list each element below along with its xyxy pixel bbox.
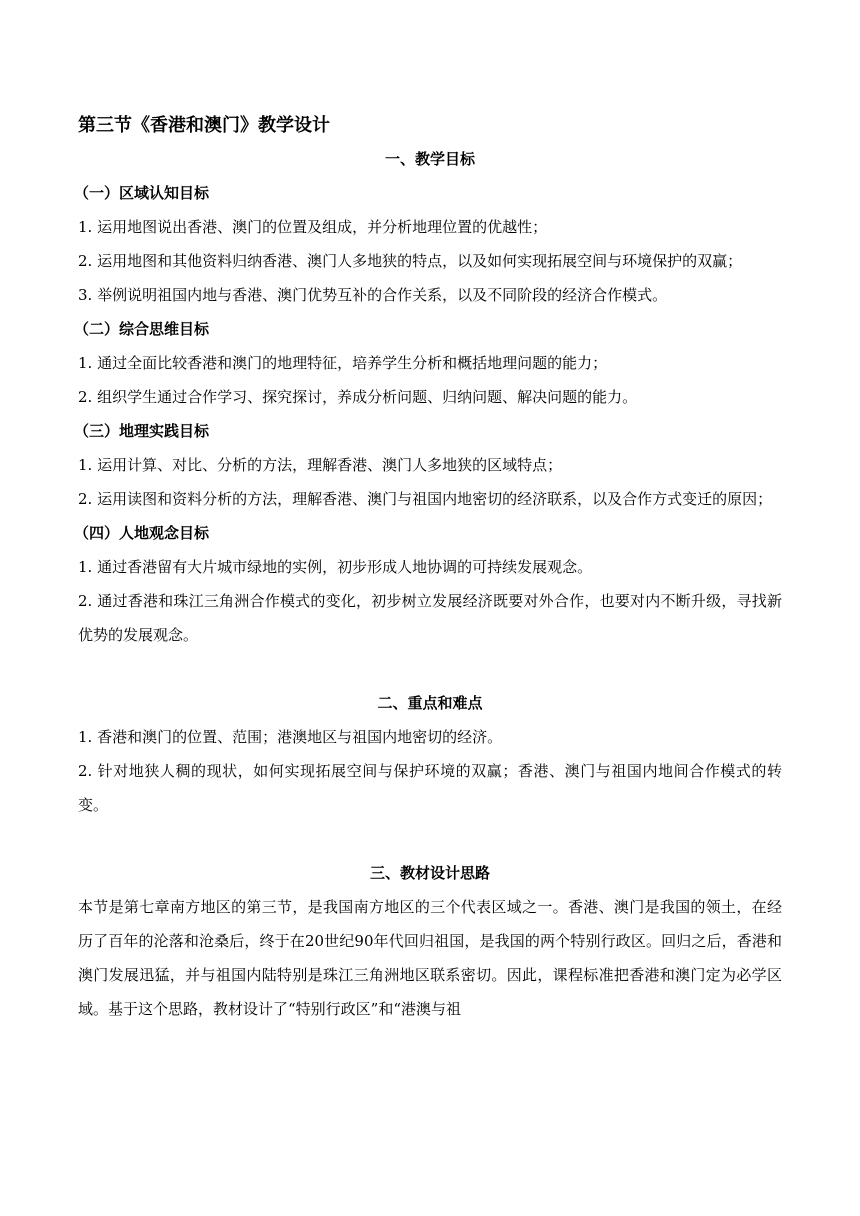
section-heading-design-ideas: 三、教材设计思路 [369,864,490,882]
objective-item: 1. 通过全面比较香港和澳门的地理特征，培养学生分析和概括地理问题的能力； [78,354,608,372]
section-heading-key-points: 二、重点和难点 [377,694,483,712]
document-page [74,112,782,1026]
design-ideas-paragraph: 本节是第七章南方地区的第三节，是我国南方地区的三个代表区域之一。香港、澳门是我国的领土，在经历了百年的沦落和沧桑后，终于在20世纪90年代回归祖国，是我国的两个特别行政区。回归之后，香港和澳门发展迅猛，并与祖国内陆特别是珠江三角洲地区联系密切。因此，课程标准把香港和澳门定为必学区域。基于这个思路，教材设计了“特别行政区”和“港澳与祖 [78,898,782,1018]
key-point-item: 2. 针对地狭人稠的现状，如何实现拓展空间与保护环境的双赢；香港、澳门与祖国内地间合作模式的转变。 [78,762,782,814]
objective-item: 2. 运用读图和资料分析的方法，理解香港、澳门与祖国内地密切的经济联系，以及合作方式变迁的原因； [78,490,773,508]
subheading-regional-cognition: （一）区域认知目标 [74,184,210,202]
section-heading-objectives: 一、教学目标 [384,150,475,168]
objective-item: 1. 运用计算、对比、分析的方法，理解香港、澳门人多地狭的区域特点； [78,456,563,474]
objective-item: 1. 通过香港留有大片城市绿地的实例，初步形成人地协调的可持续发展观念。 [78,558,593,576]
subheading-geographic-practice: （三）地理实践目标 [74,422,210,440]
subheading-human-land-concept: （四）人地观念目标 [74,524,210,542]
document-title: 第三节《香港和澳门》教学设计 [78,115,330,136]
objective-item: 2. 运用地图和其他资料归纳香港、澳门人多地狭的特点，以及如何实现拓展空间与环境保护的双赢； [78,252,743,270]
objective-item: 2. 通过香港和珠江三角洲合作模式的变化，初步树立发展经济既要对外合作，也要对内不断升级，寻找新优势的发展观念。 [78,592,782,644]
spacer [78,652,782,686]
spacer [78,822,782,856]
objective-item: 1. 运用地图说出香港、澳门的位置及组成，并分析地理位置的优越性； [78,218,548,236]
subheading-comprehensive-thinking: （二）综合思维目标 [74,320,210,338]
objective-item: 2. 组织学生通过合作学习、探究探讨，养成分析问题、归纳问题、解决问题的能力。 [78,388,638,406]
objective-item: 3. 举例说明祖国内地与香港、澳门优势互补的合作关系，以及不同阶段的经济合作模式。 [78,286,668,304]
key-point-item: 1. 香港和澳门的位置、范围；港澳地区与祖国内地密切的经济。 [78,728,503,746]
